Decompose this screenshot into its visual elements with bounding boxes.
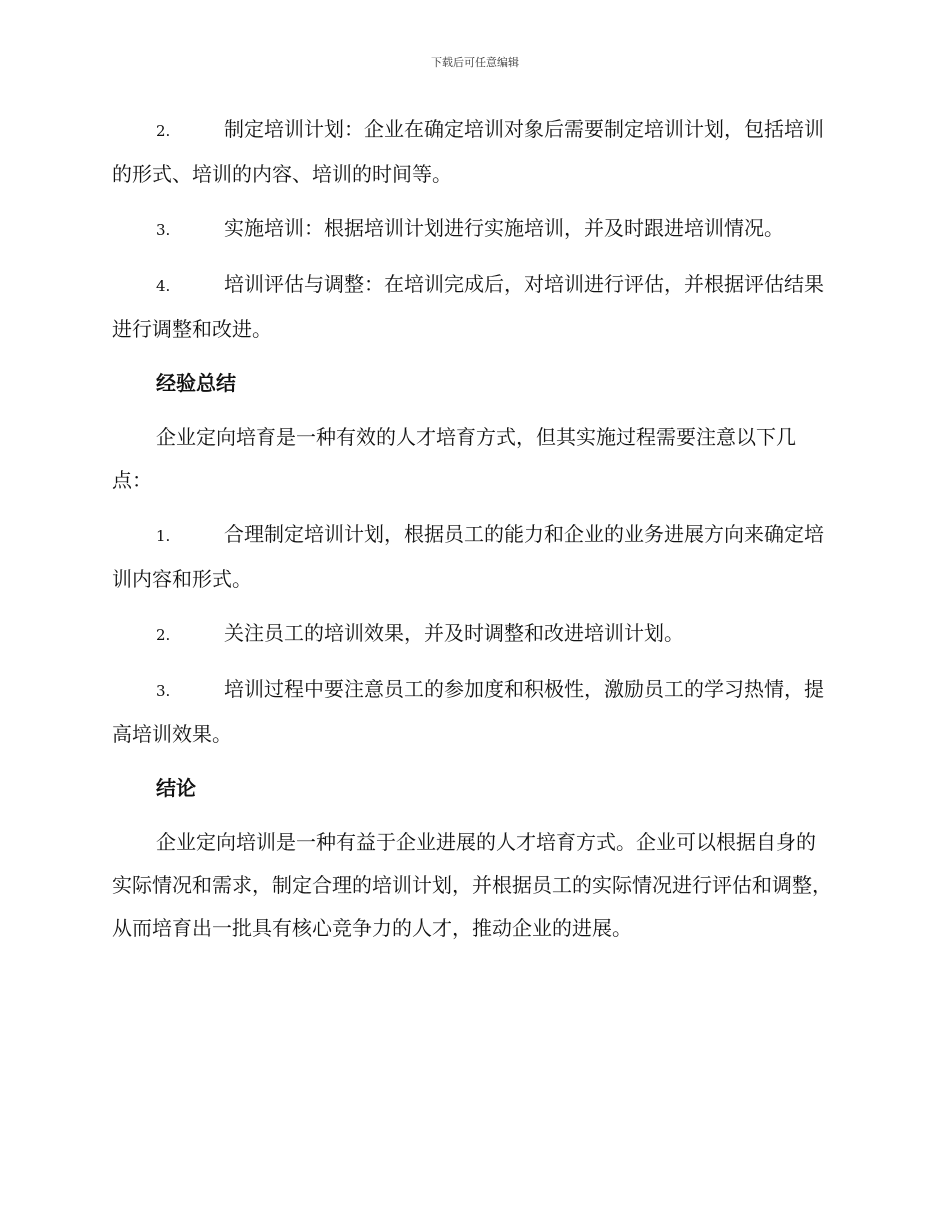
paragraph-experience-intro: 企业定向培育是一种有效的人才培育方式，但其实施过程需要注意以下几点： xyxy=(112,425,796,492)
list-item xyxy=(112,668,834,756)
list-text: 合理制定培训计划，根据员工的能力和企业的业务进展方向来确定培训内容和形式。 xyxy=(112,522,824,591)
list-number: 2. xyxy=(156,122,171,140)
list-text: 实施培训：根据培训计划进行实施培训，并及时跟进培训情况。 xyxy=(224,216,784,240)
list-item xyxy=(112,612,834,657)
list-item xyxy=(112,513,834,601)
list-text: 关注员工的培训效果，并及时调整和改进培训计划。 xyxy=(224,621,684,645)
list-item xyxy=(112,263,834,351)
paragraph-conclusion: 企业定向培训是一种有益于企业进展的人才培育方式。企业可以根据自身的实际情况和需求，制定合理的培训计划，并根据员工的实际情况进行评估和调整，从而培育出一批具有核心竞争力的人才，推动企业的进展。 xyxy=(112,830,832,940)
list-text: 培训评估与调整：在培训完成后，对培训进行评估，并根据评估结果进行调整和改进。 xyxy=(112,272,824,341)
header-note: 下载后可任意编辑 xyxy=(431,56,519,69)
list-number: 3. xyxy=(156,682,171,700)
list-text: 制定培训计划：企业在确定培训对象后需要制定培训计划，包括培训的形式、培训的内容、培训的时间等。 xyxy=(112,117,824,186)
list-item xyxy=(112,108,834,196)
document-body xyxy=(112,108,834,961)
list-text: 培训过程中要注意员工的参加度和积极性，激励员工的学习热情，提高培训效果。 xyxy=(112,677,824,746)
list-number: 2. xyxy=(156,626,171,644)
section-heading-experience: 经验总结 xyxy=(156,371,236,395)
list-item xyxy=(112,207,834,252)
list-number: 3. xyxy=(156,221,171,239)
list-number: 4. xyxy=(156,277,171,295)
section-heading-conclusion: 结论 xyxy=(156,776,196,800)
list-number: 1. xyxy=(156,527,171,545)
